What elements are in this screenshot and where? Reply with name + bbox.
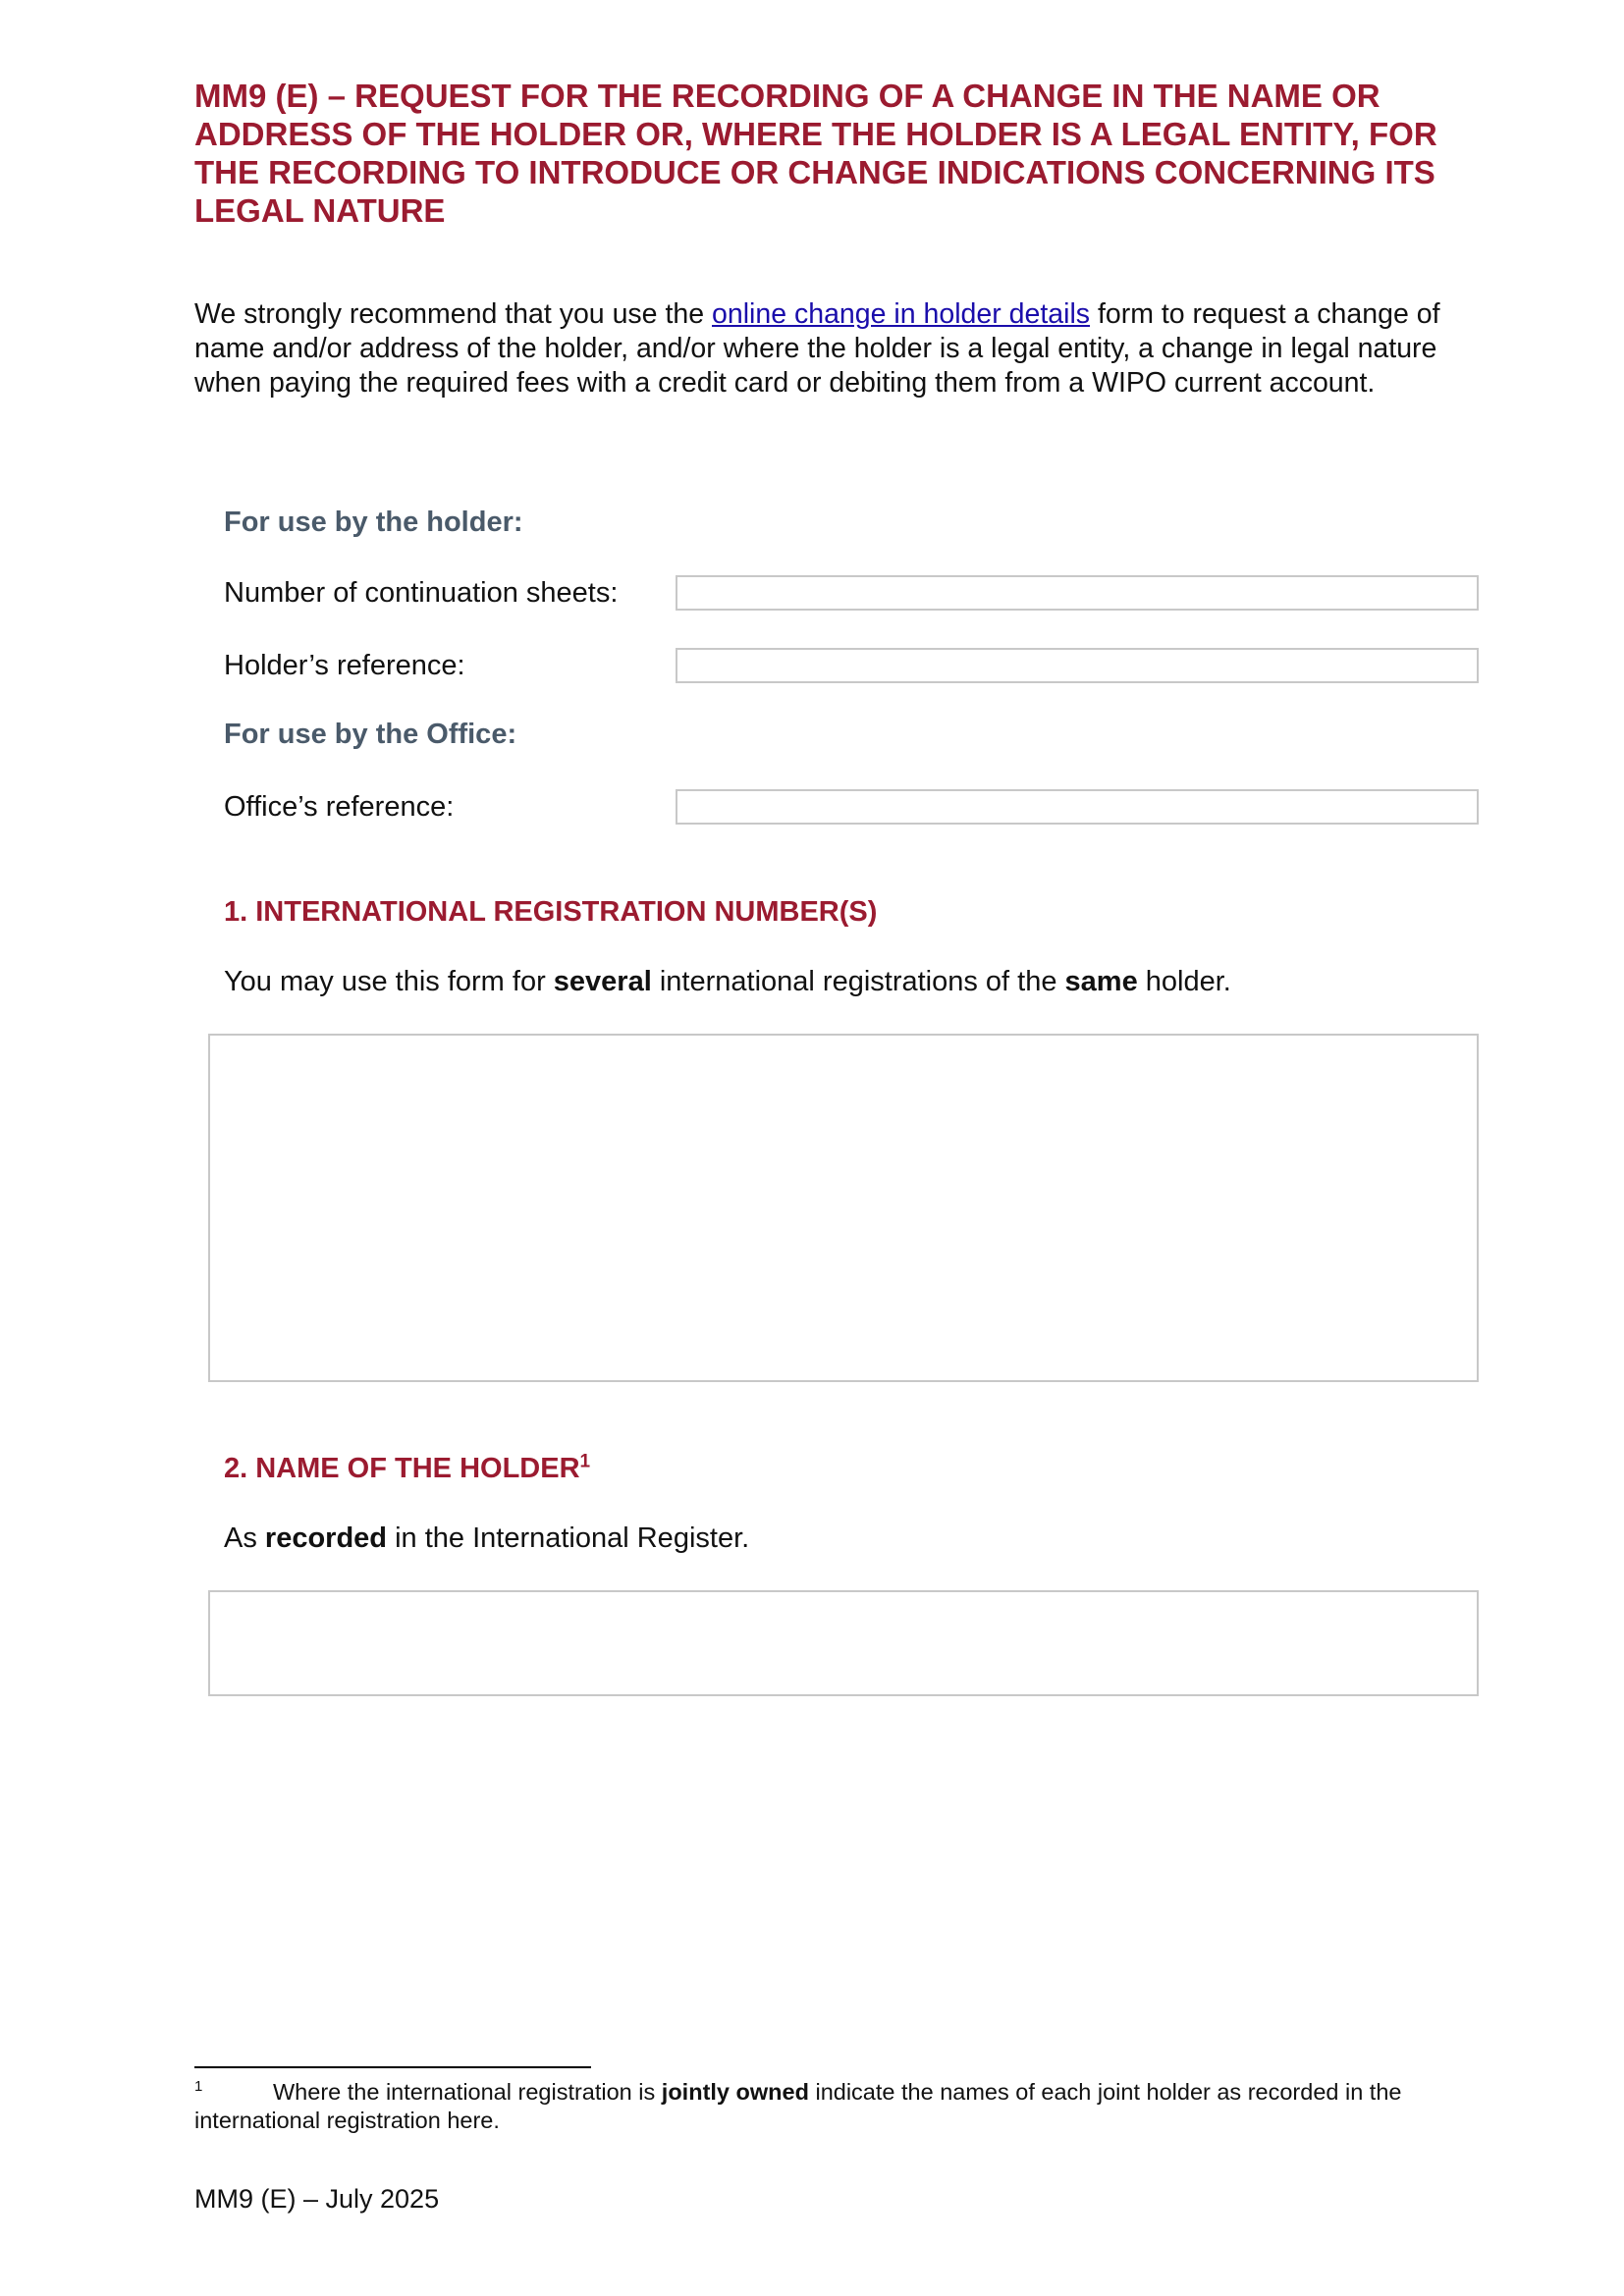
instruction-emphasis-same: same [1064, 966, 1138, 997]
section-2-heading-text: 2. NAME OF THE HOLDER [224, 1453, 580, 1484]
section-2-heading [224, 1453, 590, 1485]
holder-use-heading: For use by the holder: [224, 507, 523, 538]
footnote-text: Where the international registration is [273, 2079, 662, 2105]
instruction-text: international registrations of the [651, 966, 1065, 997]
instruction-text: You may use this form for [224, 966, 554, 997]
intro-text-before-link: We strongly recommend that you use the [194, 298, 712, 330]
footnote-text: indicate the names of each joint holder as recorded in the international registration here. [194, 2079, 1402, 2133]
intro-text-after-link: form to request a change of name and/or address of the holder, and/or where the holder is a legal entity, a change in legal nature when paying the required fees with a credit card or debiting them from a WIPO current account. [194, 298, 1440, 399]
form-title: MM9 (E) – REQUEST FOR THE RECORDING OF A CHANGE IN THE NAME OR ADDRESS OF THE HOLDER OR, WHERE THE HOLDER IS A LEGAL ENTITY, FOR THE RECORDING TO INTRODUCE OR CHANGE INDICATIONS CONCERNING ITS LEGAL NATURE [194, 78, 1437, 229]
footnote-reference: 1 [579, 1451, 591, 1472]
footnote-separator [194, 2066, 591, 2068]
office-reference-label: Office’s reference: [224, 791, 455, 823]
instruction-text: holder. [1137, 966, 1231, 997]
instruction-emphasis-recorded: recorded [264, 1522, 388, 1554]
continuation-sheets-label: Number of continuation sheets: [224, 577, 619, 609]
section-2-instruction [224, 1522, 749, 1555]
section-1-instruction [224, 966, 1231, 998]
page-footer: MM9 (E) – July 2025 [194, 2184, 440, 2214]
office-reference-field[interactable] [676, 789, 1479, 825]
holder-reference-field[interactable] [676, 648, 1479, 683]
footnote-emphasis: jointly owned [661, 2079, 809, 2105]
holder-reference-label: Holder’s reference: [224, 650, 465, 681]
holder-name-field[interactable] [208, 1590, 1479, 1696]
registration-numbers-field[interactable] [208, 1034, 1479, 1382]
instruction-text: in the International Register. [387, 1522, 750, 1554]
footnote: 1 Where the international registration is jointly owned indicate the names of each joint holder as recorded in the international registration here. [194, 2078, 1402, 2133]
instruction-text: As [224, 1522, 265, 1554]
online-change-link[interactable]: online change in holder details [712, 298, 1091, 330]
instruction-emphasis-several: several [553, 966, 652, 997]
continuation-sheets-field[interactable] [676, 575, 1479, 611]
intro-paragraph [194, 297, 1471, 400]
section-1-heading: 1. INTERNATIONAL REGISTRATION NUMBER(S) [224, 896, 878, 928]
office-use-heading: For use by the Office: [224, 719, 517, 750]
